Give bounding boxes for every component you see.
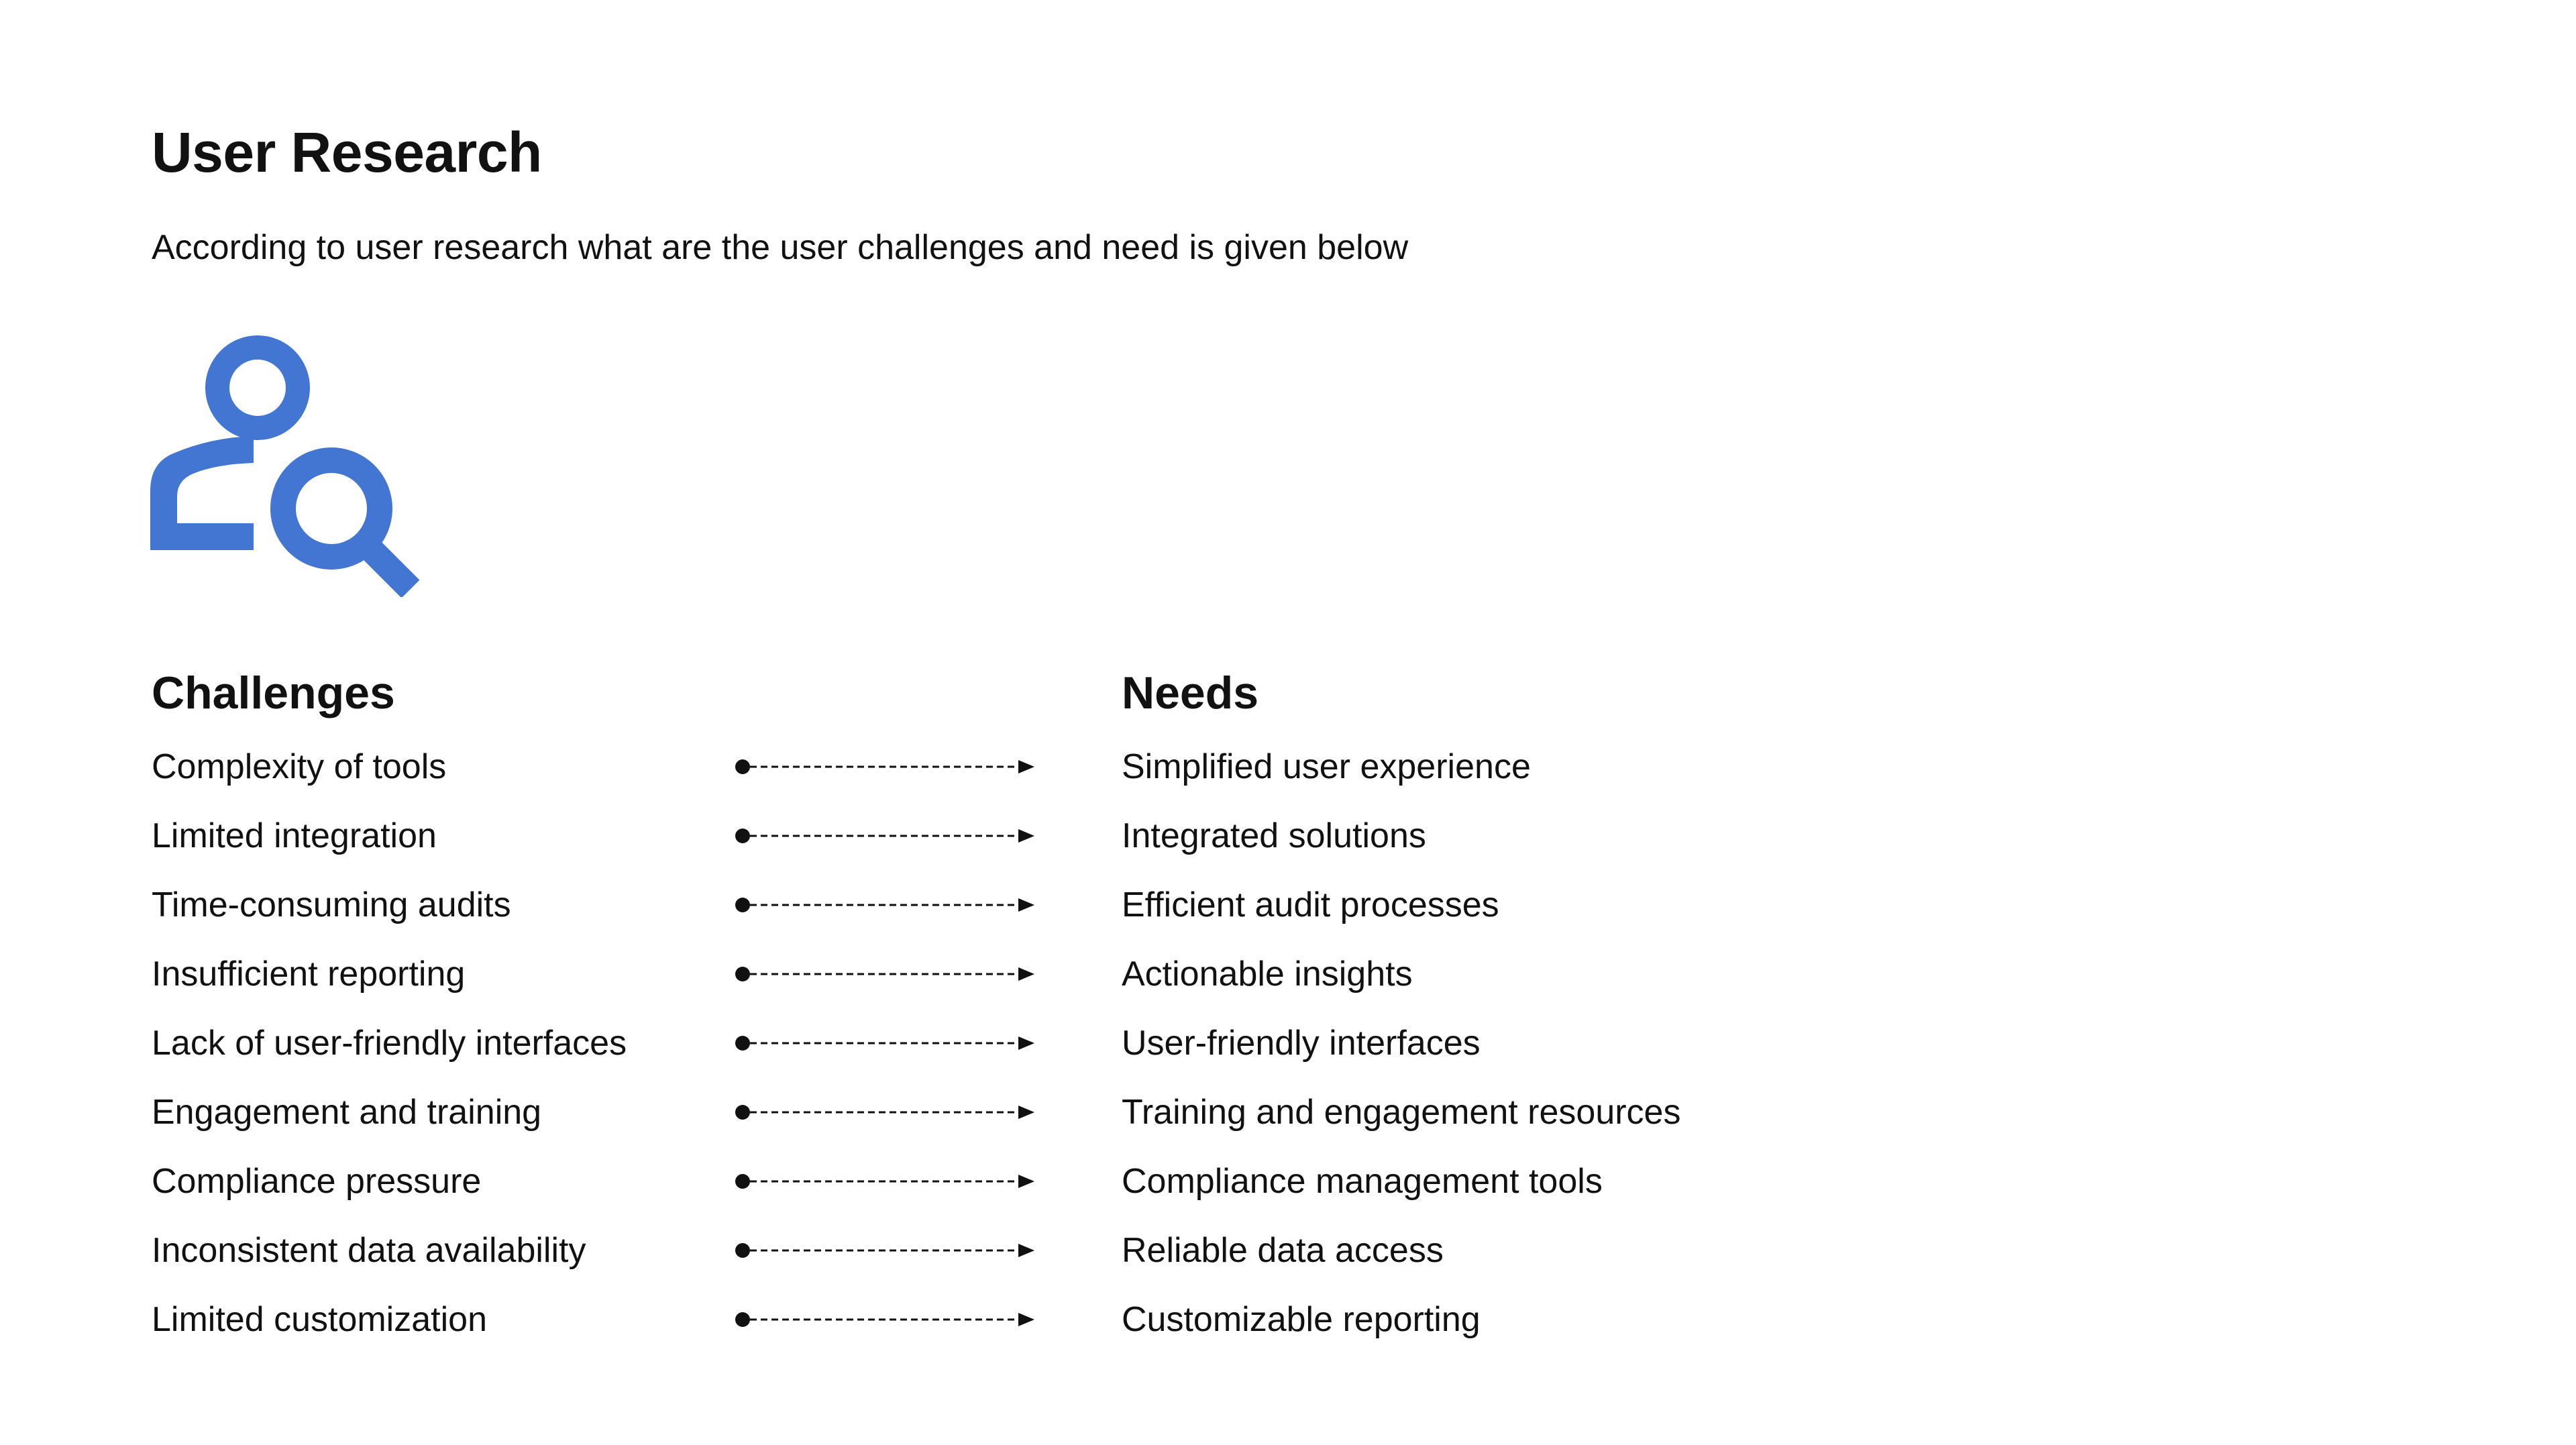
list-item — [0, 951, 2576, 1020]
list-item — [0, 1227, 2576, 1296]
dashed-arrow-icon — [734, 965, 1034, 983]
dashed-arrow-icon — [734, 1173, 1034, 1190]
list-item — [0, 743, 2576, 812]
dashed-arrow-icon — [734, 896, 1034, 914]
challenge-need-list — [0, 743, 2576, 1365]
list-item — [0, 1089, 2576, 1158]
list-item — [0, 812, 2576, 881]
challenge-label: Compliance pressure — [152, 1162, 482, 1201]
dashed-arrow-icon — [734, 1034, 1034, 1052]
challenge-label: Limited integration — [152, 816, 437, 855]
need-label: Integrated solutions — [1122, 816, 1426, 855]
challenge-label: Inconsistent data availability — [152, 1231, 586, 1270]
dashed-arrow-icon — [734, 758, 1034, 775]
dashed-arrow-icon — [734, 1242, 1034, 1259]
dashed-arrow-icon — [734, 827, 1034, 845]
challenges-heading: Challenges — [152, 667, 395, 718]
challenge-label: Insufficient reporting — [152, 955, 466, 994]
challenge-label: Time-consuming audits — [152, 886, 511, 924]
challenge-label: Limited customization — [152, 1300, 487, 1339]
list-item — [0, 1296, 2576, 1365]
need-label: User-friendly interfaces — [1122, 1024, 1481, 1063]
need-label: Efficient audit processes — [1122, 886, 1499, 924]
dashed-arrow-icon — [734, 1104, 1034, 1121]
need-label: Simplified user experience — [1122, 747, 1531, 786]
dashed-arrow-icon — [734, 1311, 1034, 1328]
list-item — [0, 1158, 2576, 1227]
list-item — [0, 1020, 2576, 1089]
need-label: Actionable insights — [1122, 955, 1413, 994]
need-label: Training and engagement resources — [1122, 1093, 1681, 1132]
user-search-icon — [150, 335, 425, 597]
needs-heading: Needs — [1122, 667, 1259, 718]
page-title: User Research — [152, 121, 542, 184]
challenge-label: Lack of user-friendly interfaces — [152, 1024, 627, 1063]
need-label: Reliable data access — [1122, 1231, 1444, 1270]
list-item — [0, 881, 2576, 951]
challenge-label: Engagement and training — [152, 1093, 542, 1132]
need-label: Compliance management tools — [1122, 1162, 1603, 1201]
need-label: Customizable reporting — [1122, 1300, 1481, 1339]
challenge-label: Complexity of tools — [152, 747, 447, 786]
page-subtitle: According to user research what are the user challenges and need is given below — [152, 228, 1409, 267]
